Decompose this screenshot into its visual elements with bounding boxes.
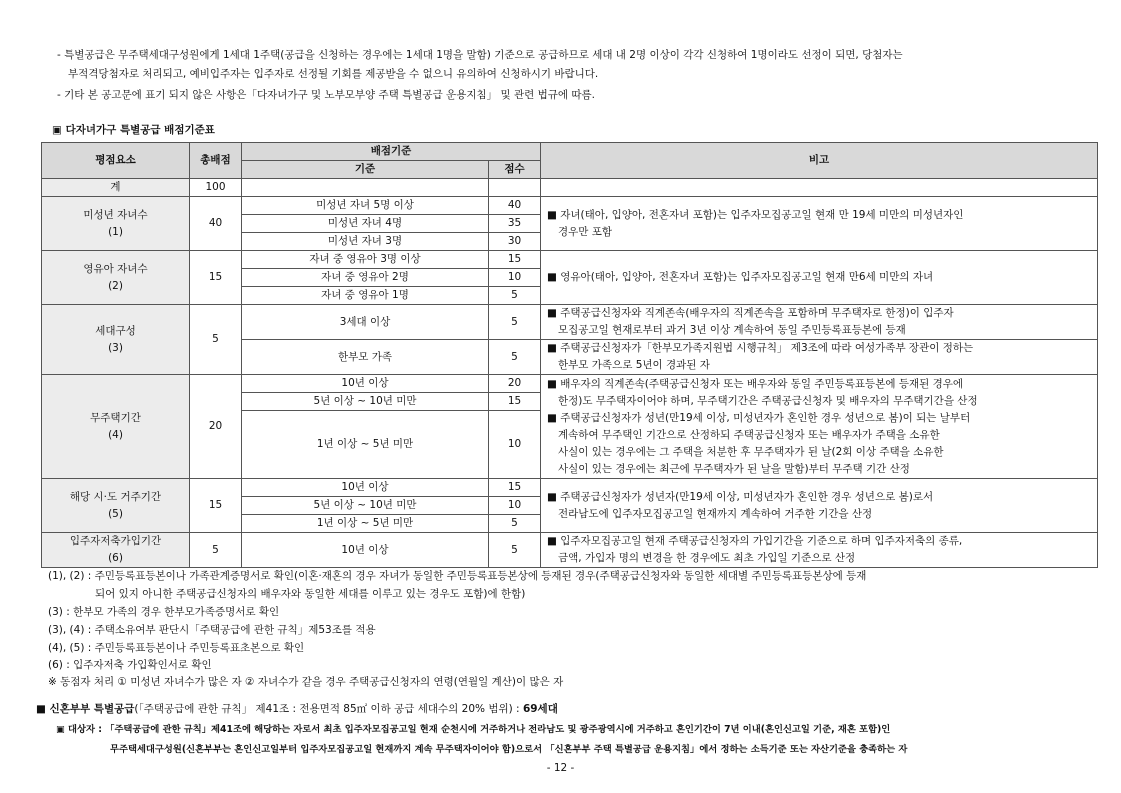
criteria-cell: 미성년 자녀 3명 [242,233,489,251]
scoring-table [41,142,1098,568]
criteria-cell: 5년 이상 ~ 10년 미만 [242,497,489,515]
note-1a: (1), (2) : 주민등록표등본이나 가족관계증명서로 확인(이혼·재혼의 경우 자녀가 동일한 주민등록표등본상에 등재된 경우(주택공급신청자와 동일한 세대별 주민등록표등본상에 등재 [48,570,867,582]
criteria-cell: 자녀 중 영유아 2명 [242,269,489,287]
header-score: 점수 [489,161,541,179]
criteria-cell: 1년 이상 ~ 5년 미만 [242,411,489,479]
total-savings-period: 5 [190,533,242,568]
item-savings-period: 입주자저축가입기간 (6) [42,533,190,568]
header-standard: 기준 [242,161,489,179]
score-cell: 10 [489,269,541,287]
section-title: ▣ 다자녀가구 특별공급 배점기준표 [52,124,215,136]
total-minor-children: 40 [190,197,242,251]
newlywed-title-detail: (「주택공급에 관한 규칙」 제41조 : 전용면적 85㎡ 이하 공급 세대수의 20% 범위) : [134,703,523,715]
remark-residence-period: ■ 주택공급신청자가 성년자(만19세 이상, 미성년자가 혼인한 경우 성년으로 봄)로서 전라남도에 입주자모집공고일 현재까지 계속하여 거주한 기간을 산정 [541,479,1098,533]
score-cell: 15 [489,393,541,411]
score-cell: 5 [489,287,541,305]
remark-infant-children: ■ 영유아(태아, 입양아, 전혼자녀 포함)는 입주자모집공고일 현재 만6세 미만의 자녀 [541,251,1098,305]
total-homeless-period: 20 [190,375,242,479]
total-infant-children: 15 [190,251,242,305]
criteria-cell: 한부모 가족 [242,340,489,375]
newlywed-target-1: ▣ 대상자 : 「주택공급에 관한 규칙」제41조에 해당하는 자로서 최초 입주자모집공고일 현재 순천시에 거주하거나 전라남도 및 광주광역시에 거주하고 혼인기간이 7년 이내(혼인신고일 기준, 재혼 포함)인 [56,724,891,735]
item-homeless-period: 무주택기간 (4) [42,375,190,479]
page-number: - 12 - [546,762,575,774]
header-total: 총배점 [190,143,242,179]
note-2: (3) : 한부모 가족의 경우 한부모가족증명서로 확인 [48,606,280,618]
item-household: 세대구성 (3) [42,305,190,375]
newlywed-title-label: ■ 신혼부부 특별공급 [36,703,135,715]
score-cell: 5 [489,340,541,375]
item-minor-children: 미성년 자녀수 (1) [42,197,190,251]
criteria-cell: 10년 이상 [242,375,489,393]
header-remark: 비고 [541,143,1098,179]
remark-homeless-period: ■ 배우자의 직계존속(주택공급신청자 또는 배우자와 동일 주민등록표등본에 등재된 경우에 한정)도 무주택자이어야 하며, 무주택기간은 주택공급신청자 및 배우자의 무주택기간을 산정 ■ 주택공급신청자가 성년(만19세 이상, 미성년자가 혼인한 경우 성년으로 봄)이 되는 날부터 계속하여 무주택인 기간으로 산정하되 주택공급신청자 또는 배우자가 주택을 소유한 사실이 있는 경우에는 그 주택을 처분한 후 무주택자가 된 날(2회 이상 주택을 소유한 사실이 있는 경우에는 최근에 무주택자가 된 날을 말함)부터 무주택 기간 산정 [541,375,1098,479]
score-cell: 15 [489,479,541,497]
score-cell: 35 [489,215,541,233]
criteria-cell: 자녀 중 영유아 3명 이상 [242,251,489,269]
header-criteria: 배점기준 [242,143,541,161]
item-residence-period: 해당 시·도 거주기간 (5) [42,479,190,533]
remark-minor-children: ■ 자녀(태아, 입양아, 전혼자녀 포함)는 입주자모집공고일 현재 만 19세 미만의 미성년자인 경우만 포함 [541,197,1098,251]
remark-household-2: ■ 주택공급신청자가「한부모가족지원법 시행규칙」 제3조에 따라 여성가족부 장관이 정하는 한부모 가족으로 5년이 경과된 자 [541,340,1098,375]
intro-line-1: - 특별공급은 무주택세대구성원에게 1세대 1주택(공급을 신청하는 경우에는 1세대 1명을 말함) 기준으로 공급하므로 세대 내 2명 이상이 각각 신청하여 1명이라도 선정이 되면, 당첨자는 [57,49,903,61]
remark-savings-period: ■ 입주자모집공고일 현재 주택공급신청자의 가입기간을 기준으로 하며 입주자저축의 종류, 금액, 가입자 명의 변경을 한 경우에도 최초 가입일 기준으로 산정 [541,533,1098,568]
header-item: 평점요소 [42,143,190,179]
criteria-cell: 자녀 중 영유아 1명 [242,287,489,305]
criteria-cell: 미성년 자녀 4명 [242,215,489,233]
sum-value: 100 [190,179,242,197]
criteria-cell: 3세대 이상 [242,305,489,340]
criteria-cell: 10년 이상 [242,533,489,568]
total-residence-period: 15 [190,479,242,533]
newlywed-count: 69세대 [522,703,558,715]
criteria-cell: 미성년 자녀 5명 이상 [242,197,489,215]
sum-label: 계 [42,179,190,197]
note-1b: 되어 있지 아니한 주택공급신청자의 배우자와 동일한 세대를 이루고 있는 경우도 포함)에 한함) [95,588,526,600]
score-cell: 5 [489,533,541,568]
note-3: (3), (4) : 주택소유여부 판단시「주택공급에 관한 규칙」제53조를 적용 [48,624,376,636]
criteria-cell: 5년 이상 ~ 10년 미만 [242,393,489,411]
score-cell: 40 [489,197,541,215]
total-household: 5 [190,305,242,375]
note-4: (4), (5) : 주민등록표등본이나 주민등록표초본으로 확인 [48,642,305,654]
score-cell: 20 [489,375,541,393]
criteria-cell: 1년 이상 ~ 5년 미만 [242,515,489,533]
score-cell: 5 [489,305,541,340]
note-5: (6) : 입주자저축 가입확인서로 확인 [48,659,212,671]
score-cell: 5 [489,515,541,533]
intro-line-3: - 기타 본 공고문에 표기 되지 않은 사항은「다자녀가구 및 노부모부양 주택 특별공급 운용지침」 및 관련 법규에 따름. [57,89,595,101]
note-tiebreak: ※ 동점자 처리 ① 미성년 자녀수가 많은 자 ② 자녀수가 같을 경우 주택공급신청자의 연령(연월일 계산)이 많은 자 [48,676,564,688]
score-cell: 10 [489,411,541,479]
newlywed-target-2: 무주택세대구성원(신혼부부는 혼인신고일부터 입주자모집공고일 현재까지 계속 무주택자이어야 함)으로서 「신혼부부 주택 특별공급 운용지침」에서 정하는 소득기준 또는 자산기준을 충족하는 자 [110,744,908,755]
remark-household-1: ■ 주택공급신청자와 직계존속(배우자의 직계존속을 포함하며 무주택자로 한정)이 입주자 모집공고일 현재로부터 과거 3년 이상 계속하여 동일 주민등록표등본에 등재 [541,305,1098,340]
item-infant-children: 영유아 자녀수 (2) [42,251,190,305]
score-cell: 30 [489,233,541,251]
intro-line-2: 부적격당첨자로 처리되고, 예비입주자는 입주자로 선정될 기회를 제공받을 수 없으니 유의하여 신청하시기 바랍니다. [68,68,599,80]
criteria-cell: 10년 이상 [242,479,489,497]
score-cell: 15 [489,251,541,269]
score-cell: 10 [489,497,541,515]
newlywed-title [36,701,558,716]
